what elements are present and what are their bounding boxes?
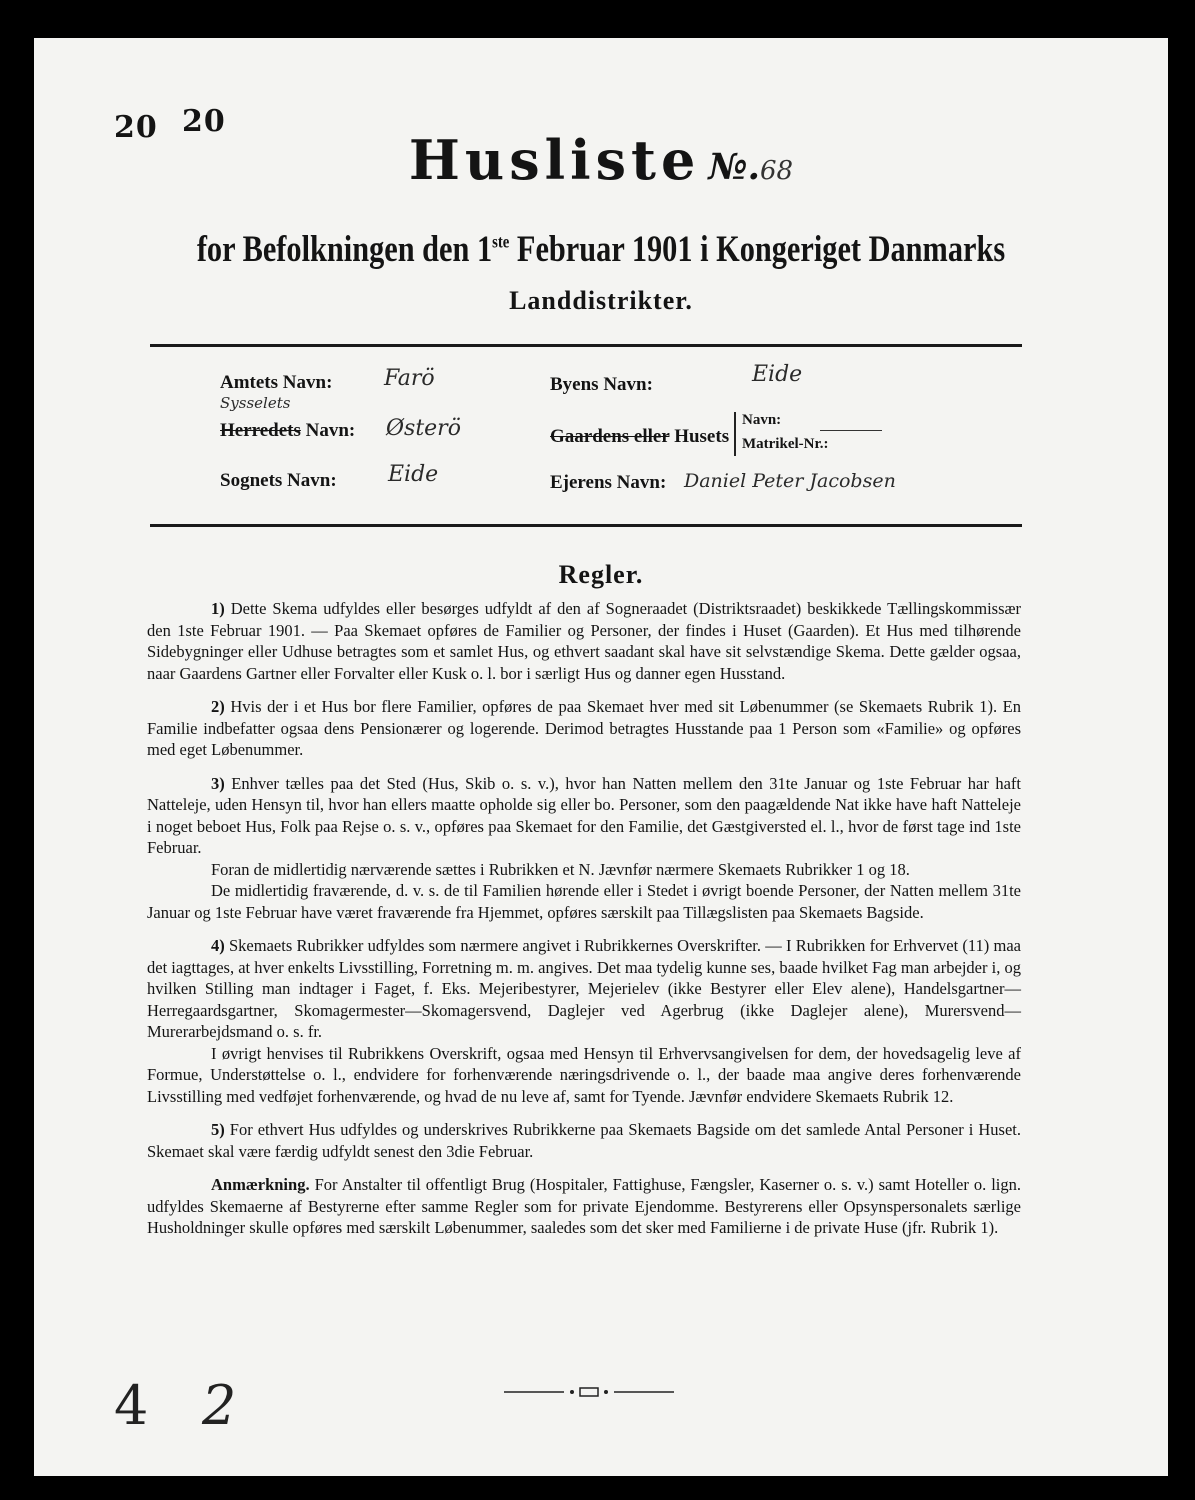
annotation (147, 1174, 1021, 1239)
gaard-struck: Gaardens eller (550, 426, 670, 447)
rule-1-text: Dette Skema udfyldes eller besørges udfyldt af den af Sogneraadet (Distriktsraadet) beskikkede Tællingskommissær den 1ste Februar 1901. — Paa Skemaet opføres de Familier og Personer, der findes i Huset (Gaarden). Et Hus med tilhørende Sidebygninger eller Udhuse betragtes som et samlet Hus, og ethvert saadant skal have sit selvstændige Skema. Dette gælder ogsaa, naar Gaardens Gartner eller Forvalter eller Kusk o. l. bor i særligt Hus og danner egen Husstand. (147, 599, 1022, 683)
stamp-number-left: 20 (114, 110, 158, 145)
top-divider (150, 344, 1022, 347)
rule-4-number: 4) (211, 936, 225, 955)
district-heading: Landdistrikter. (509, 286, 693, 315)
byen-value: Eide (752, 362, 803, 387)
bottom-divider (150, 524, 1022, 527)
annotation-label: Anmærkning. (211, 1175, 310, 1194)
byen-label: Byens Navn: (550, 374, 653, 395)
rules-heading: Regler. (558, 560, 644, 589)
ornament-divider (504, 1386, 674, 1398)
rule-3-text: Enhver tælles paa det Sted (Hus, Skib o. s. v.), hvor han Natten mellem den 31te Januar og 1ste Februar har haft Natteleje, uden Hensyn til, hvor han ellers maatte opholde sig eller bo. Personer, som den paagældende Nat ikke have haft Natteleje i noget beboet Hus, Folk paa Rejse o. s. v., opføres paa Skemaet for den Familie, det Gæstgiversted el. l., hvor de først tage ind 1ste Februar. (147, 773, 1022, 857)
syssel-handwritten: Sysselets (220, 394, 291, 412)
sogn-value: Eide (388, 462, 439, 487)
rule-4-para-2 (147, 1043, 1021, 1108)
form-title (34, 128, 1168, 192)
number-sign: №. (708, 146, 760, 188)
rule-5 (147, 1119, 1021, 1162)
form-subtitle (136, 228, 1066, 271)
rule-4b-text: I øvrigt henvises til Rubrikkens Overskrift, ogsaa med Hensyn til Erhvervsangivelsen for dem, der hovedsagelig leve af Formue, Understøttelse o. l., endvidere for forhenværende næringsdrivende o. l., der baade maa angive deres forhenværende Livsstilling med vedføjet forhenværende, og hvad de nu leve af, samt for Tyende. Jævnfør endvidere Skemaets Rubrik 12. (147, 1043, 1021, 1106)
brace-bar (734, 412, 736, 456)
rule-2-number: 2) (211, 697, 225, 716)
amt-label: Amtets Navn: (220, 372, 333, 393)
list-number: 68 (760, 156, 794, 186)
subtitle-sup: ste (492, 231, 510, 252)
rule-2-text: Hvis der i et Hus bor flere Familier, opføres de paa Skemaet hver med sit Løbenummer (se Skemaets Rubrik 1). En Familie indbefatter ogsaa dens Pensionærer og logerende. Derimod betragtes Husstande paa 1 Person som «Familie» og opføres med eget Løbenummer. (147, 697, 1022, 759)
rule-3 (147, 773, 1021, 859)
gaard-label (550, 426, 729, 448)
rule-2 (147, 696, 1021, 761)
ejer-value: Daniel Peter Jacobsen (684, 470, 896, 492)
navn-sublabel: Navn: (742, 412, 782, 428)
handwritten-number-b: 2 (202, 1374, 237, 1437)
herred-suffix: Navn: (305, 420, 356, 441)
handwritten-number-a: 4 (114, 1374, 149, 1437)
herred-struck: Herredets (220, 420, 301, 441)
rule-4-text: Skemaets Rubrikker udfyldes som nærmere angivet i Rubrikkernes Overskrifter. — I Rubrikken for Erhvervet (11) maa det iagttages, at hver enkelts Livsstilling, Forretning m. m. angives. Det maa tydelig kunne ses, baade hvilket Fag man arbejder i, og hvilken Stilling man indtager i Faget, f. Eks. Mejeribestyrer, Mejerielev (ikke Bestyrer eller Elev alene), Handelsgartner—Herregaardsgartner, Skomagermester—Skomagersvend, Daglejer ved Agerbrug (ikke Daglejer alene), Murersvend—Murerarbejdsmand o. s. fr. (147, 936, 1022, 1041)
rule-5-number: 5) (211, 1120, 225, 1139)
rule-3-para-3 (147, 880, 1021, 923)
census-form-page (34, 38, 1168, 1476)
navn-blank-line (820, 430, 882, 431)
amt-value: Farö (384, 366, 435, 391)
herred-value: Østerö (386, 416, 461, 441)
herred-label (220, 420, 355, 442)
subtitle-post: Februar 1901 i Kongeriget Danmarks (509, 229, 1006, 270)
rule-3b-text: Foran de midlertidig nærværende sættes i Rubrikken et N. Jævnfør nærmere Skemaets Rubrikker 1 og 18. (211, 859, 910, 879)
rule-3-number: 3) (211, 773, 225, 793)
rule-5-text: For ethvert Hus udfyldes og underskrives Rubrikkerne paa Skemaets Bagside om det samlede Antal Personer i Huset. Skemaet skal være færdig udfyldt senest den 3die Februar. (147, 1120, 1021, 1161)
ejer-label: Ejerens Navn: (550, 472, 667, 493)
subtitle-pre: for Befolkningen den 1 (196, 229, 493, 270)
rules-body (147, 598, 1021, 1251)
rule-1 (147, 598, 1021, 684)
sogn-label: Sognets Navn: (220, 470, 337, 491)
title-main: Husliste (408, 128, 701, 192)
matrikel-sublabel: Matrikel-Nr.: (742, 436, 829, 452)
rule-3c-text: De midlertidig fraværende, d. v. s. de til Familien hørende eller i Stedet i øvrigt boende Personer, der Natten mellem 31te Januar og 1ste Februar have været fraværende fra Hjemmet, opføres særskilt paa Tillægslisten paa Skemaets Bagside. (147, 881, 1021, 922)
rule-4 (147, 935, 1021, 1043)
rule-3-para-2 (147, 859, 1021, 881)
husets-label: Husets (674, 426, 730, 447)
rule-1-number: 1) (211, 599, 225, 618)
stamp-number-right: 20 (182, 104, 226, 139)
annotation-text: For Anstalter til offentligt Brug (Hospitaler, Fattighuse, Fængsler, Kaserner o. s. v.) samt Hoteller o. lign. udfyldes Skemaerne af Bestyrerne efter samme Regler som for private Ejendomme. Bestyrerens eller Opsynspersonalets særlige Husholdninger skulle opføres med særskilt Løbenummer, saaledes som det sker med Familierne i de private Huse (jfr. Rubrik 1). (147, 1175, 1021, 1237)
